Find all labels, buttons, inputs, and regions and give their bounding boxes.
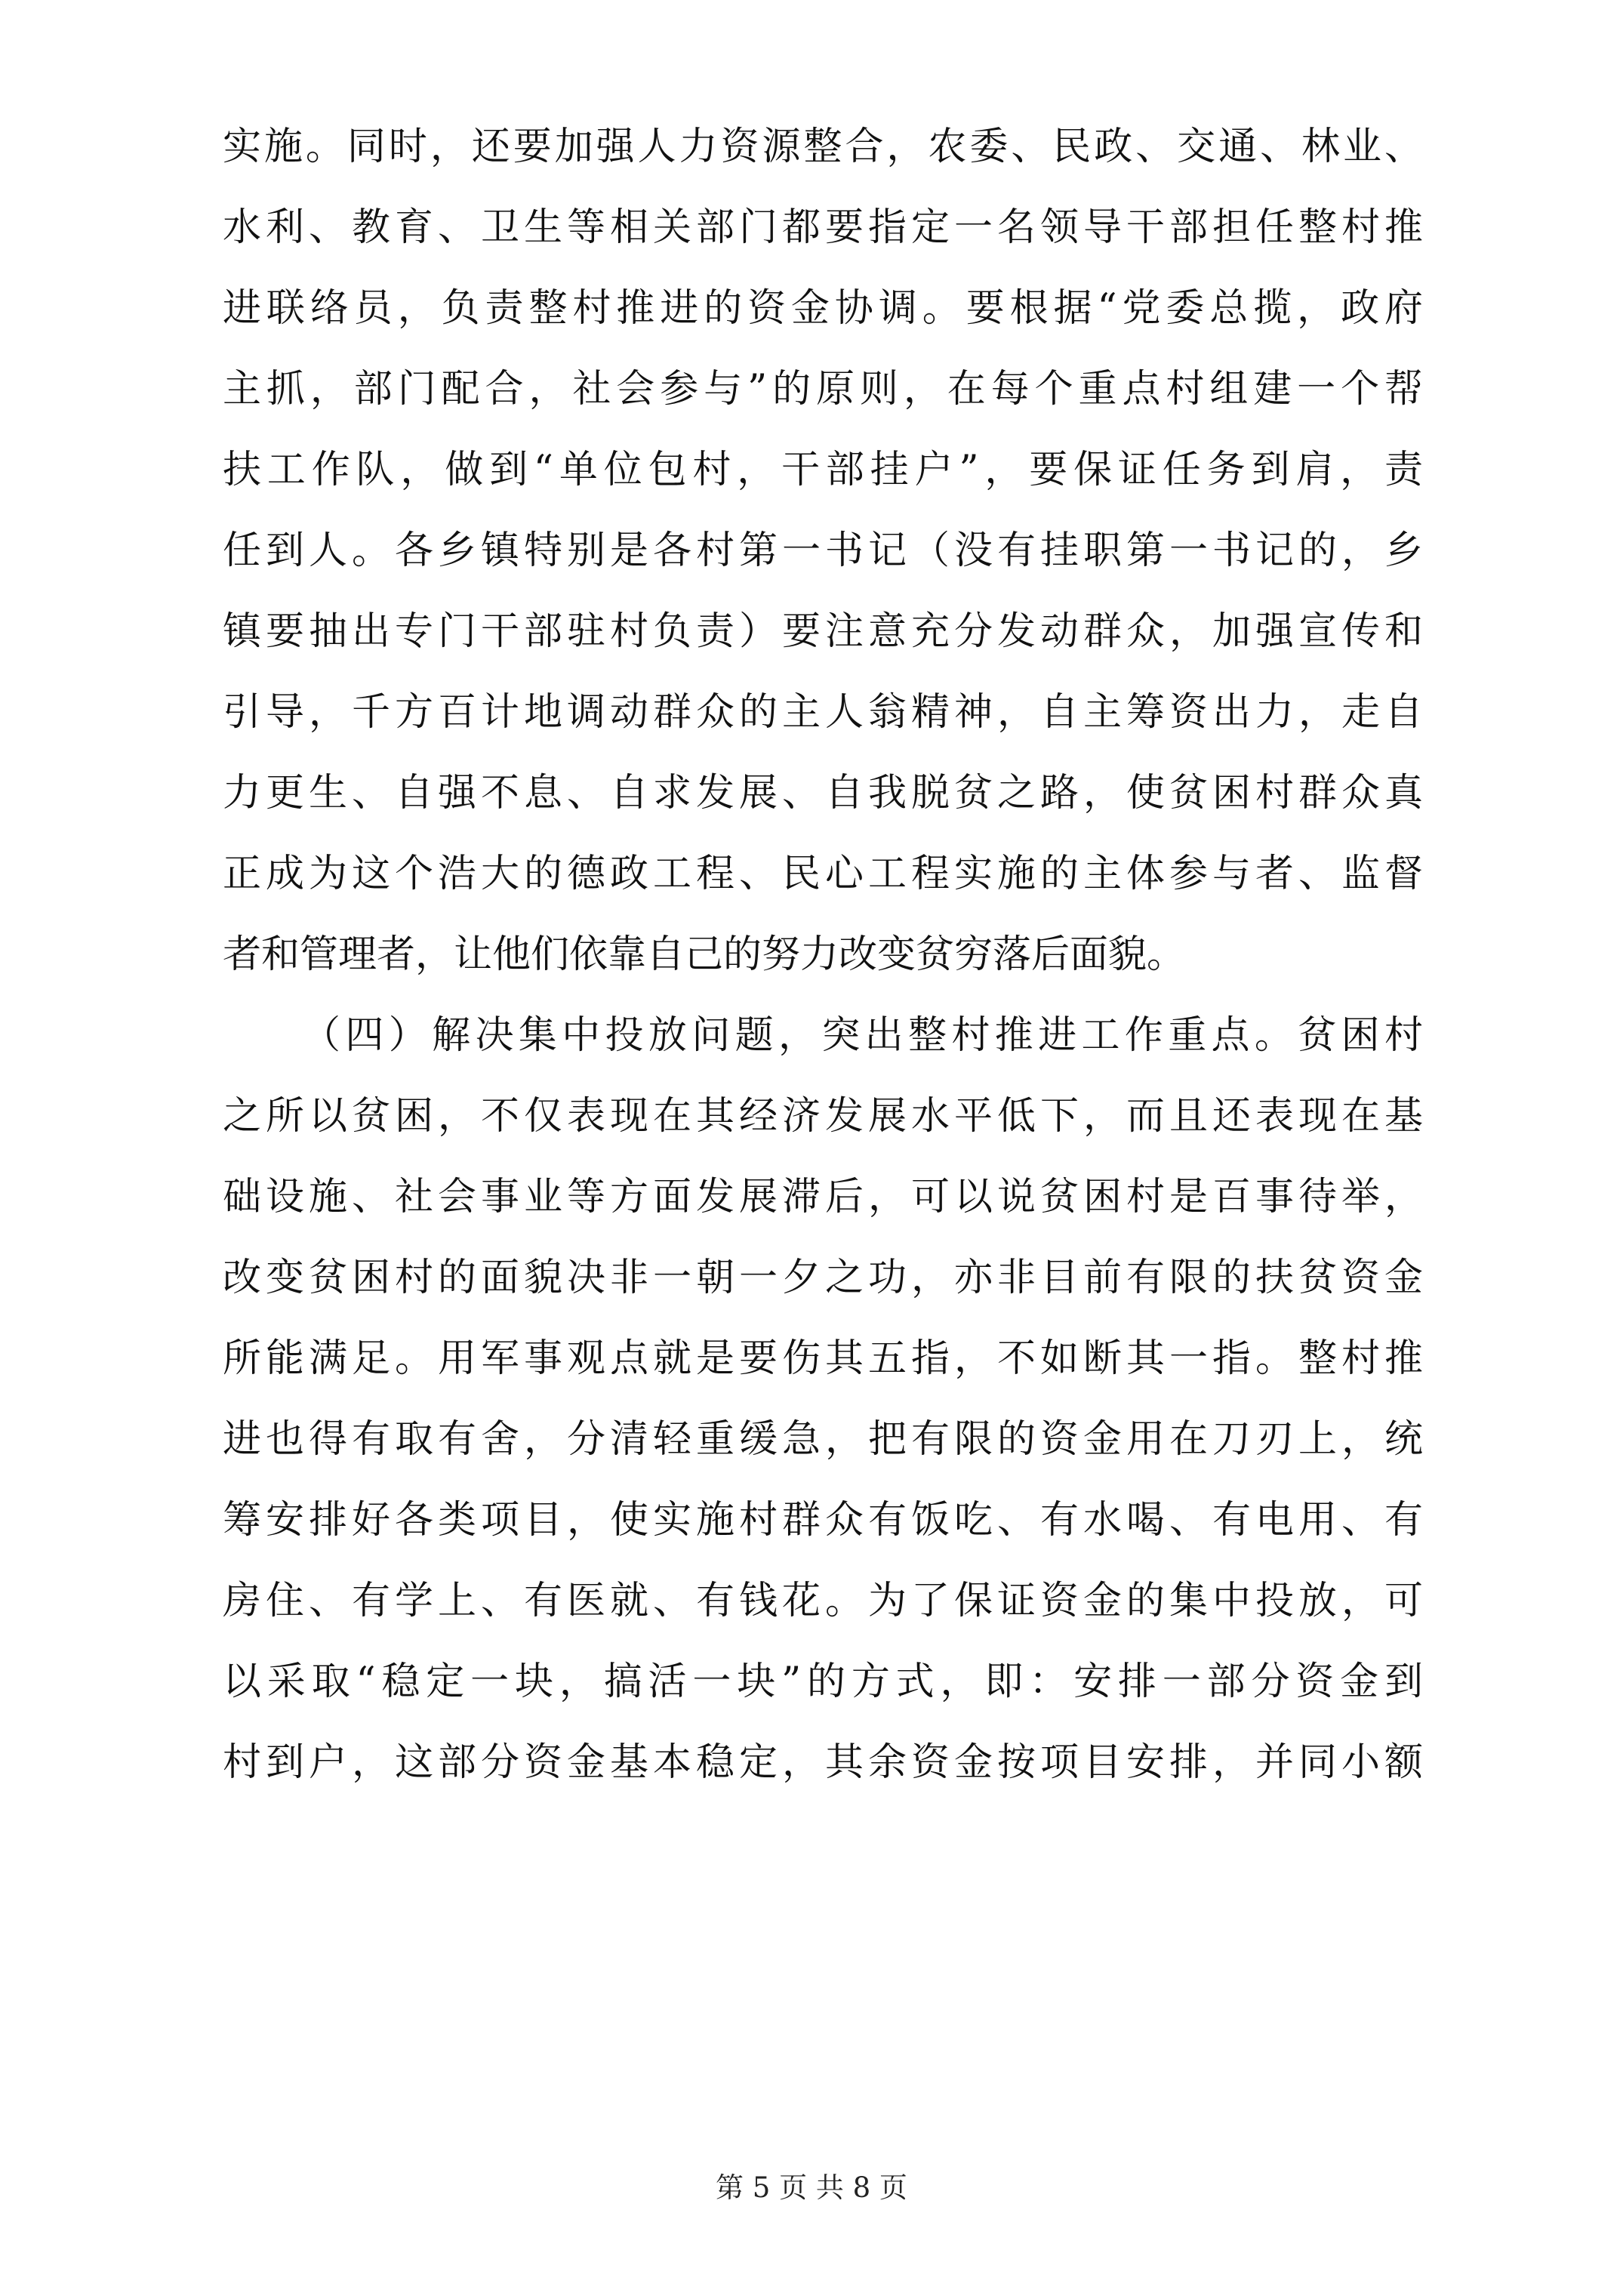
text-line: 础设施、社会事业等方面发展滞后，可以说贫困村是百事待举， bbox=[223, 1175, 1423, 1219]
text-line: 实施。同时，还要加强人力资源整合，农委、民政、交通、林业、 bbox=[223, 125, 1423, 169]
text-line: 进联络员，负责整村推进的资金协调。要根据“党委总揽，政府 bbox=[223, 286, 1423, 331]
text-line: （四）解决集中投放问题，突出整村推进工作重点。贫困村 bbox=[302, 1013, 1423, 1058]
text-line: 筹安排好各类项目，使实施村群众有饭吃、有水喝、有电用、有 bbox=[223, 1498, 1423, 1542]
text-line: 正成为这个浩大的德政工程、民心工程实施的主体参与者、监督 bbox=[223, 852, 1423, 896]
text-line: 之所以贫困，不仅表现在其经济发展水平低下，而且还表现在基 bbox=[223, 1094, 1423, 1139]
page-number-footer: 第 5 页 共 8 页 bbox=[716, 2171, 907, 2204]
text-line: 改变贫困村的面貌决非一朝一夕之功，亦非目前有限的扶贫资金 bbox=[223, 1256, 1423, 1300]
text-line: 水利、教育、卫生等相关部门都要指定一名领导干部担任整村推 bbox=[223, 205, 1423, 250]
text-line: 者和管理者，让他们依靠自己的努力改变贫穷落后面貌。 bbox=[223, 932, 1186, 977]
text-line: 任到人。各乡镇特别是各村第一书记（没有挂职第一书记的，乡 bbox=[223, 529, 1423, 573]
text-line: 进也得有取有舍，分清轻重缓急，把有限的资金用在刀刃上，统 bbox=[223, 1417, 1423, 1462]
text-line: 引导，千方百计地调动群众的主人翁精神，自主筹资出力，走自 bbox=[223, 690, 1423, 735]
text-line: 力更生、自强不息、自求发展、自我脱贫之路，使贫困村群众真 bbox=[223, 771, 1423, 815]
text-line: 所能满足。用军事观点就是要伤其五指，不如断其一指。整村推 bbox=[223, 1336, 1423, 1381]
text-line: 镇要抽出专门干部驻村负责）要注意充分发动群众，加强宣传和 bbox=[223, 609, 1423, 654]
text-line: 村到户，这部分资金基本稳定，其余资金按项目安排，并同小额 bbox=[223, 1740, 1423, 1785]
text-line: 以采取“稳定一块，搞活一块”的方式，即：安排一部分资金到 bbox=[223, 1660, 1423, 1704]
text-line: 扶工作队，做到“单位包村，干部挂户”，要保证任务到肩，责 bbox=[223, 448, 1423, 492]
text-line: 主抓，部门配合，社会参与”的原则，在每个重点村组建一个帮 bbox=[223, 367, 1423, 411]
text-line: 房住、有学上、有医就、有钱花。为了保证资金的集中投放，可 bbox=[223, 1579, 1423, 1623]
